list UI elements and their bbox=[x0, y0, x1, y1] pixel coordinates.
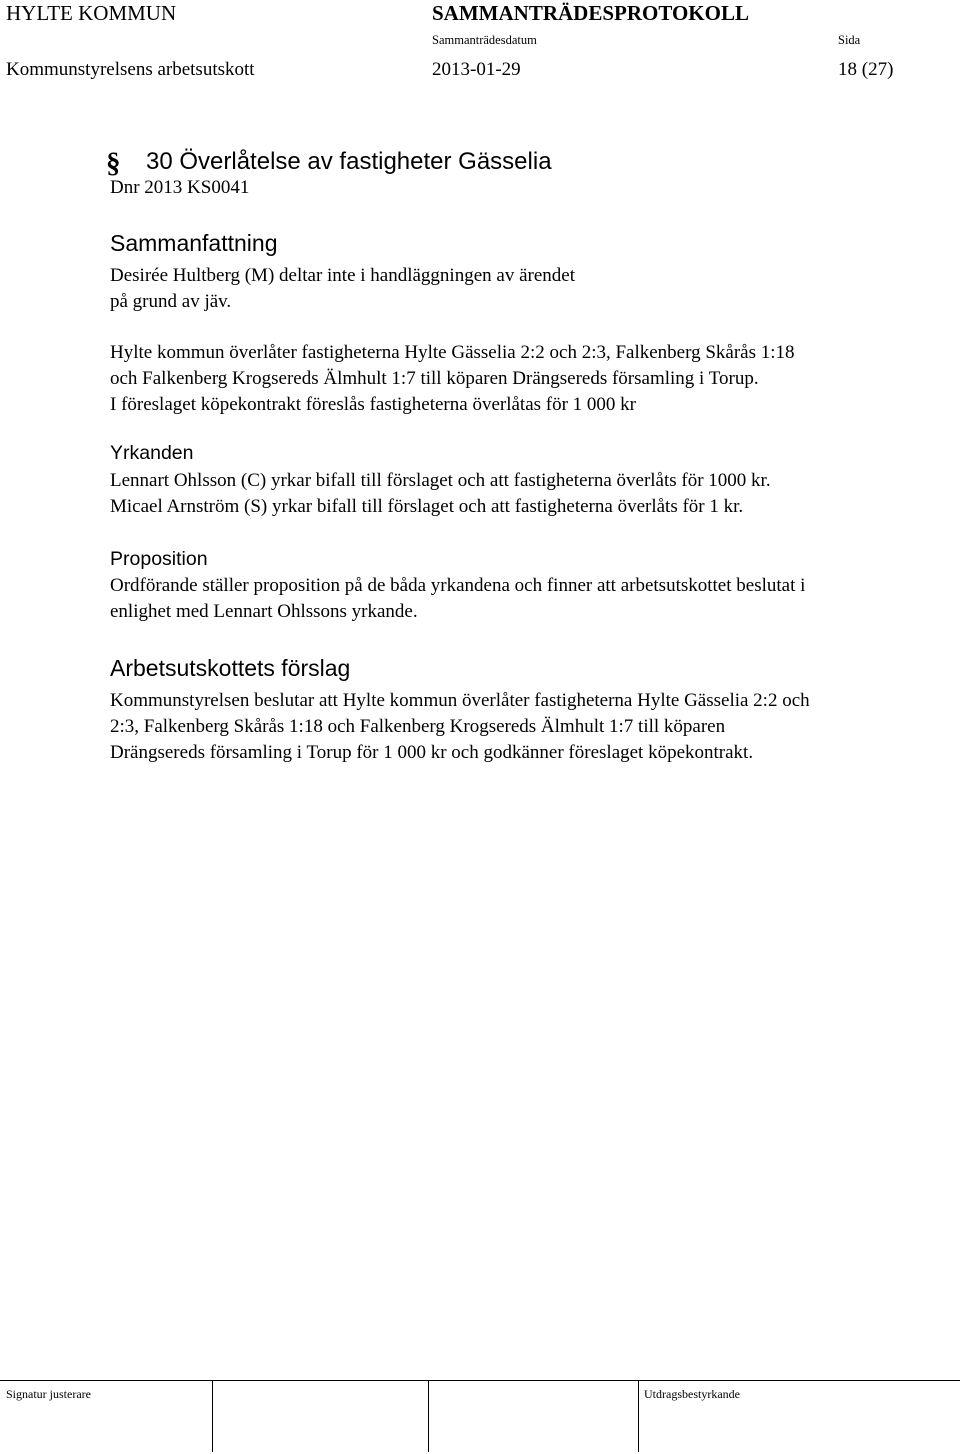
footer-column-divider bbox=[638, 1380, 639, 1452]
footer-divider bbox=[0, 1380, 960, 1381]
summary-heading: Sammanfattning bbox=[110, 230, 278, 256]
proposal-heading: Arbetsutskottets förslag bbox=[110, 655, 351, 681]
section-title: 30 Överlåtelse av fastigheter Gässelia bbox=[146, 148, 552, 175]
case-number: Dnr 2013 KS0041 bbox=[110, 177, 250, 198]
committee-name: Kommunstyrelsens arbetsutskott bbox=[6, 59, 255, 80]
proposal-line: Drängsereds församling i Torup för 1 000 kr och godkänner föreslaget köpekontrakt. bbox=[110, 742, 754, 763]
summary-text bbox=[110, 340, 940, 418]
motion-line: Micael Arnström (S) yrkar bifall till förslaget och att fastigheterna överlåts för 1 kr. bbox=[110, 496, 744, 517]
proposition-line: enlighet med Lennart Ohlssons yrkande. bbox=[110, 601, 418, 622]
proposition-line: Ordförande ställer proposition på de båda yrkandena och finner att arbetsutskottet beslutat i bbox=[110, 575, 806, 596]
proposition-text bbox=[110, 573, 940, 625]
page-label: Sida bbox=[838, 33, 861, 47]
organization-name: HYLTE KOMMUN bbox=[6, 1, 177, 25]
footer-column-divider bbox=[212, 1380, 213, 1452]
footer-column-divider bbox=[428, 1380, 429, 1452]
recusal-line: Desirée Hultberg (M) deltar inte i handläggningen av ärendet bbox=[110, 265, 575, 286]
recusal-line: på grund av jäv. bbox=[110, 291, 232, 312]
document-type: SAMMANTRÄDESPROTOKOLL bbox=[432, 1, 749, 25]
meeting-date: 2013-01-29 bbox=[432, 59, 521, 80]
page-number: 18 (27) bbox=[838, 59, 894, 80]
date-label: Sammanträdesdatum bbox=[432, 33, 537, 47]
certified-label: Utdragsbestyrkande bbox=[644, 1387, 740, 1401]
summary-line: och Falkenberg Krogsereds Älmhult 1:7 till köparen Drängsereds församling i Torup. bbox=[110, 368, 759, 389]
section-mark: § bbox=[106, 147, 121, 179]
proposition-heading: Proposition bbox=[110, 548, 208, 570]
summary-line: Hylte kommun överlåter fastigheterna Hylte Gässelia 2:2 och 2:3, Falkenberg Skårås 1:18 bbox=[110, 342, 795, 363]
proposal-text bbox=[110, 688, 940, 766]
signature-label: Signatur justerare bbox=[6, 1387, 91, 1401]
proposal-line: Kommunstyrelsen beslutar att Hylte kommun överlåter fastigheterna Hylte Gässelia 2:2 och bbox=[110, 690, 810, 711]
proposal-line: 2:3, Falkenberg Skårås 1:18 och Falkenberg Krogsereds Älmhult 1:7 till köparen bbox=[110, 716, 726, 737]
motions-text bbox=[110, 468, 940, 520]
recusal-note bbox=[110, 263, 940, 315]
summary-line: I föreslaget köpekontrakt föreslås fastigheterna överlåtas för 1 000 kr bbox=[110, 394, 636, 415]
motion-line: Lennart Ohlsson (C) yrkar bifall till förslaget och att fastigheterna överlåts för 1000 kr. bbox=[110, 470, 771, 491]
motions-heading: Yrkanden bbox=[110, 442, 194, 464]
